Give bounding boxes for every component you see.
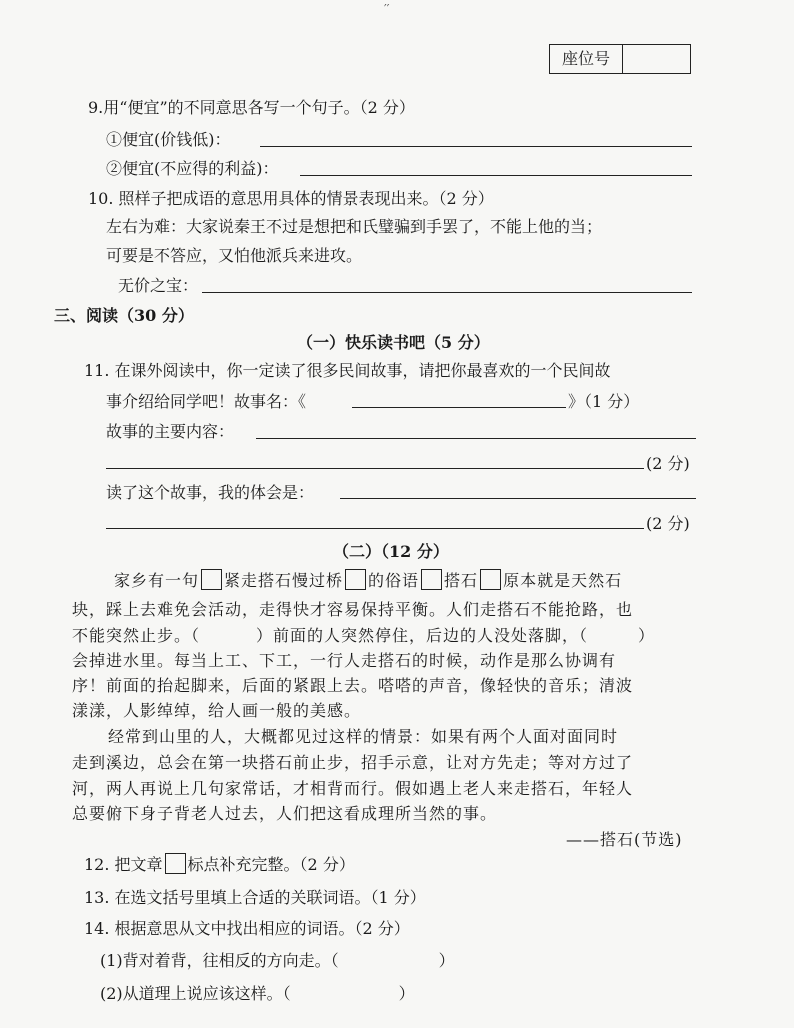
q10-task-label: 无价之宝： <box>118 276 199 295</box>
punct-box-4[interactable] <box>480 569 501 590</box>
passage-line-6: 漾漾，人影绰绰，给人画一般的美感。 <box>72 701 362 720</box>
q12-text-b: 标点补充完整。（2 分） <box>187 855 355 874</box>
passage-source: ——搭石(节选) <box>566 830 683 849</box>
q13: 13. 在选文括号里填上合适的关联词语。（1 分） <box>84 888 426 907</box>
q14-sub-1 <box>100 948 455 971</box>
passage-p2-line-2: 走到溪边，总会在第一块搭石前止步，招手示意，让对方先走；等对方过了 <box>72 753 634 772</box>
q11-feeling-line-2[interactable] <box>106 528 644 529</box>
passage-line-4: 会掉进水里。每当上工、下工，一行人走搭石的时候，动作是那么协调有 <box>72 651 617 670</box>
q9-item-b: ②便宜(不应得的利益)： <box>106 159 279 178</box>
q9-item-a: ①便宜(价钱低)： <box>106 130 231 149</box>
q11-feeling-label: 读了这个故事，我的体会是： <box>106 483 315 502</box>
q11-story-name-line[interactable] <box>352 407 566 408</box>
q11-story-name-score: 》（1 分） <box>568 392 640 411</box>
q10-title: 10. 照样子把成语的意思用具体的情景表现出来。（2 分） <box>88 189 494 208</box>
q9-answer-line-b[interactable] <box>300 175 692 176</box>
q10-answer-line[interactable] <box>202 292 692 293</box>
seat-number-label: 座位号 <box>550 45 623 73</box>
punct-box-3[interactable] <box>421 569 442 590</box>
seat-number-box <box>549 44 691 74</box>
passage-text: 不能突然止步。（ <box>72 626 201 645</box>
q11-content-line-2[interactable] <box>106 468 644 469</box>
q14-sub-1-text: (1)背对着背，往相反的方向走。（ <box>100 951 339 970</box>
passage-text: 家乡有一句 <box>114 571 200 590</box>
q9-answer-line-a[interactable] <box>260 146 692 147</box>
passage-p2-line-3: 河，两人再说上几句家常话，才相背而行。假如遇上老人来走搭石，年轻人 <box>72 779 634 798</box>
passage-text: 紧走搭石慢过桥 <box>224 571 344 590</box>
passage-p2-line-1: 经常到山里的人，大概都见过这样的情景：如果有两个人面对面同时 <box>108 727 619 746</box>
passage-line-5: 序！前面的抬起脚来，后面的紧跟上去。嗒嗒的声音，像轻快的音乐；清波 <box>72 676 634 695</box>
passage-text: ）前面的人突然停住，后边的人没处落脚，（ <box>256 626 589 645</box>
q11-feeling-score: (2 分) <box>646 514 690 533</box>
q14-sub-1-close: ） <box>438 951 455 970</box>
q12-text-a: 12. 把文章 <box>84 855 163 874</box>
q11-line-1: 11. 在课外阅读中，你一定读了很多民间故事，请把你最喜欢的一个民间故 <box>84 361 611 380</box>
passage-line-2: 块，踩上去难免会活动，走得快才容易保持平衡。人们走搭石不能抢路，也 <box>72 600 634 619</box>
passage-p2-line-4: 总要俯下身子背老人过去，人们把这看成理所当然的事。 <box>72 804 498 823</box>
passage-text: 搭石 <box>444 571 479 590</box>
punct-box-2[interactable] <box>345 569 366 590</box>
q11-content-label: 故事的主要内容： <box>106 422 235 441</box>
part1-title: （一）快乐读书吧（5 分） <box>297 333 490 352</box>
seat-number-field[interactable] <box>624 45 688 73</box>
passage-text: ） <box>638 626 656 645</box>
section3-title: 三、阅读（30 分） <box>54 306 194 325</box>
passage-line-3 <box>72 623 655 646</box>
punct-box-1[interactable] <box>201 569 222 590</box>
passage-line-1 <box>114 568 622 591</box>
passage-text: 原本就是天然石 <box>503 571 623 590</box>
q11-content-score: (2 分) <box>646 454 690 473</box>
passage-text: 的俗语 <box>368 571 420 590</box>
q12-box-icon <box>165 853 186 874</box>
q12 <box>84 852 355 875</box>
part2-title: （二）（12 分） <box>333 542 449 561</box>
q14-sub-2-close: ） <box>398 984 415 1003</box>
page-top-mark: ′′ <box>384 2 390 16</box>
q10-example-line-2: 可要是不答应，又怕他派兵来进攻。 <box>106 246 363 265</box>
q14-sub-2 <box>100 981 415 1004</box>
q14-title: 14. 根据意思从文中找出相应的词语。（2 分） <box>84 919 410 938</box>
q14-sub-2-text: (2)从道理上说应该这样。（ <box>100 984 291 1003</box>
q11-story-name-label: 事介绍给同学吧！故事名：《 <box>106 392 307 411</box>
q11-feeling-line-1[interactable] <box>340 498 696 499</box>
q10-example-line-1: 左右为难：大家说秦王不过是想把和氏璧骗到手罢了，不能上他的当； <box>106 217 603 236</box>
q11-content-line-1[interactable] <box>256 438 696 439</box>
q9-title: 9.用“便宜”的不同意思各写一个句子。（2 分） <box>88 98 415 117</box>
